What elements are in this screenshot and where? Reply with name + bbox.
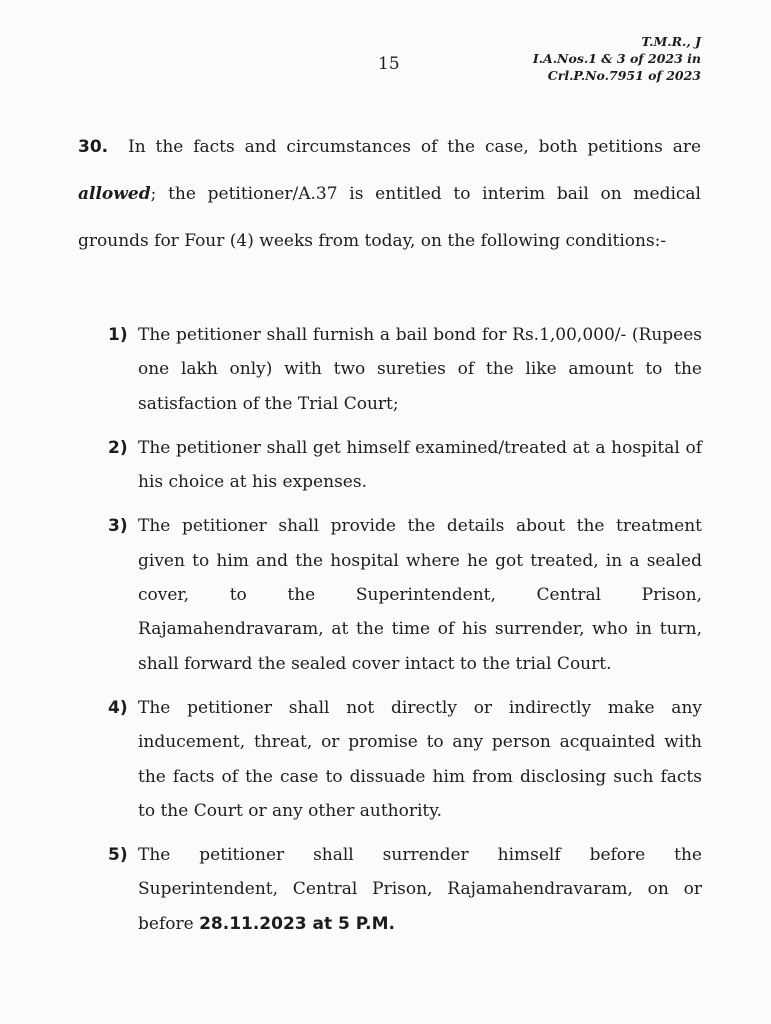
judge-initials: T.M.R., J: [641, 34, 701, 49]
petition-number: Crl.P.No.7951 of 2023: [547, 68, 701, 83]
condition-text: [138, 838, 702, 941]
condition-text: The petitioner shall provide the details about the treatment given to him and the hospital where he got treated, in a sealed cover, to the Superintendent, Central Prison, Rajamahendravaram, at the time of his surrender, who in turn, shall forward the sealed cover intact to the trial Court.: [138, 516, 702, 674]
application-numbers: I.A.Nos.1 & 3 of 2023 in: [532, 51, 701, 66]
condition-number: 3): [108, 516, 128, 537]
condition-number: 1): [108, 325, 128, 345]
condition-item: [108, 509, 702, 680]
condition-number: 5): [108, 845, 128, 866]
paragraph-text-start: In the facts and circumstances of the case, both petitions are: [128, 137, 702, 157]
condition-text: The petitioner shall not directly or indirectly make any inducement, threat, or promise to any person acquainted with the facts of the case to dissuade him from disclosing such facts to the Court or any other authority.: [138, 697, 702, 821]
page-number: 15: [378, 54, 400, 74]
condition-text-main: The petitioner shall surrender himself before the Superintendent, Central Prison, Rajamahendravaram, on or before: [138, 845, 702, 934]
condition-item: [108, 838, 702, 941]
paragraph-text-end: ; the petitioner/A.37 is entitled to interim bail on medical grounds for Four (4) weeks from today, on the following conditions:-: [78, 184, 701, 251]
paragraph-number: 30.: [78, 137, 109, 157]
condition-number: 2): [108, 437, 128, 458]
condition-text: The petitioner shall get himself examined/treated at a hospital of his choice at his expenses.: [138, 437, 702, 493]
paragraph-emphasis: allowed: [78, 184, 151, 204]
condition-text: The petitioner shall furnish a bail bond for Rs.1,00,000/- (Rupees one lakh only) with two sureties of the like amount to the satisfaction of the Trial Court;: [138, 325, 702, 414]
case-reference-header: [533, 33, 701, 84]
condition-item: [108, 691, 702, 828]
surrender-deadline: 28.11.2023 at 5 P.M.: [199, 913, 395, 934]
condition-item: [108, 318, 702, 421]
condition-item: [108, 431, 702, 500]
condition-number: 4): [108, 697, 128, 718]
order-paragraph: [78, 124, 701, 265]
conditions-list: [108, 318, 702, 941]
